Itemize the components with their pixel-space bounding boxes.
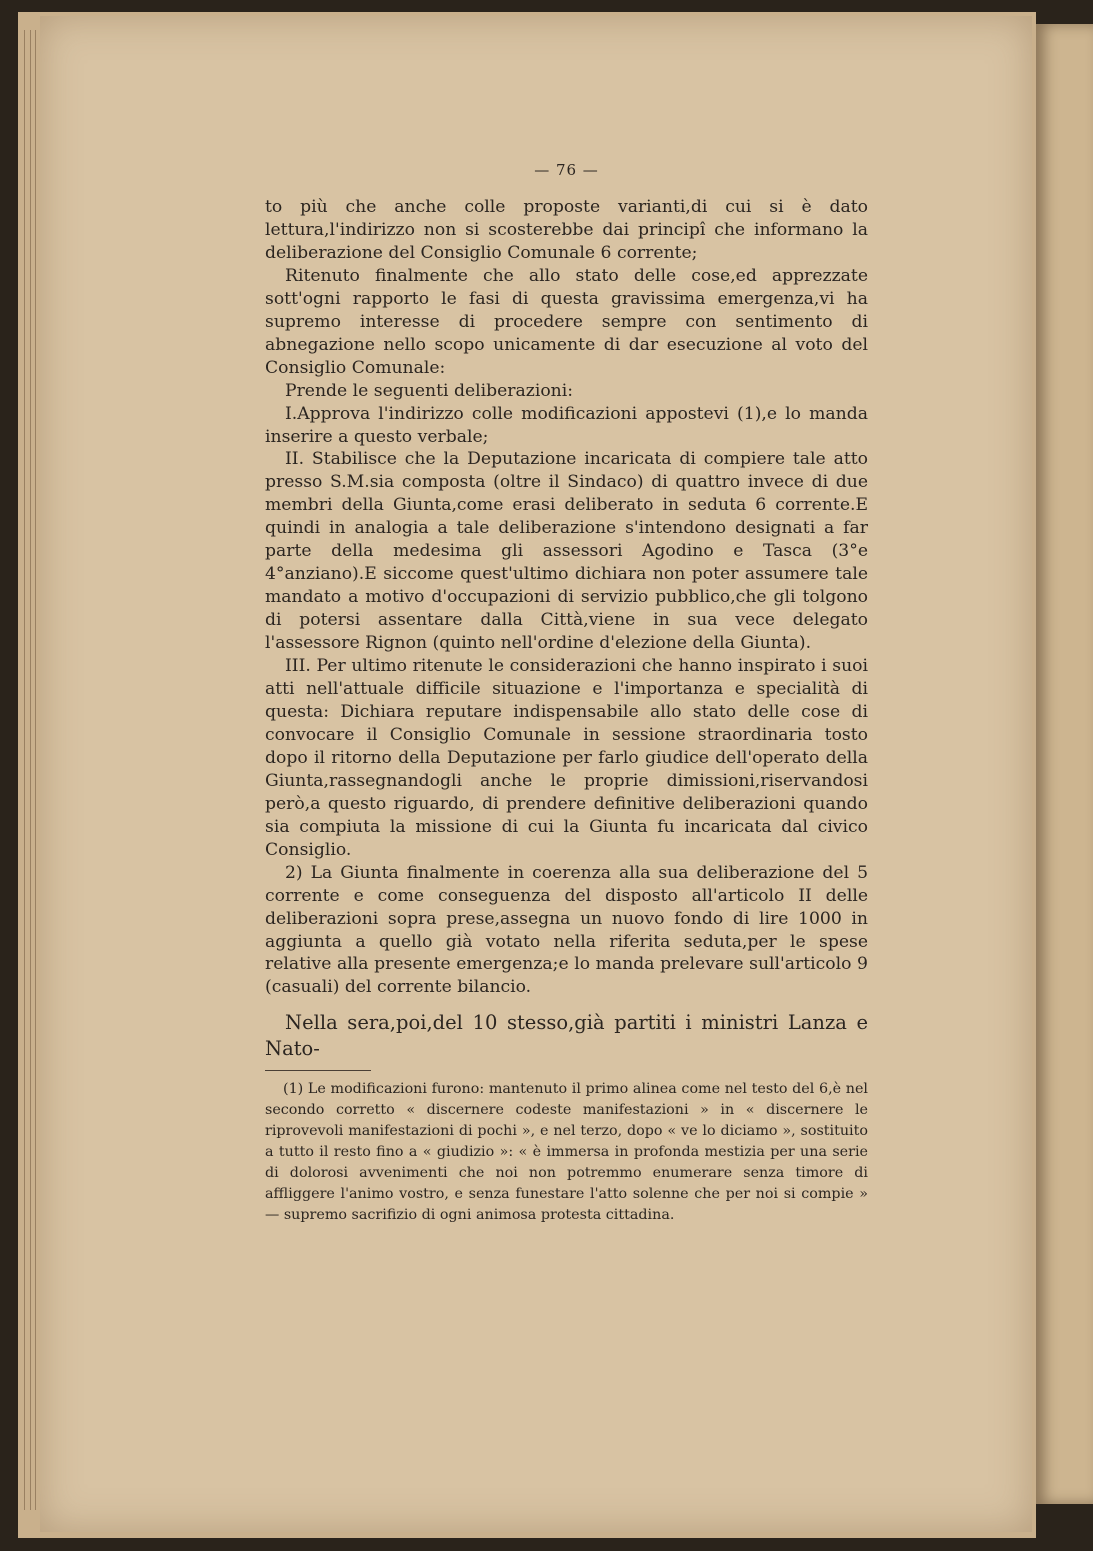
page-text-block [265, 160, 868, 1226]
facing-page-edge [1036, 24, 1093, 1504]
paragraph-deliberation-2: II. Stabilisce che la Deputazione incaricata di compiere tale atto presso S.M.sia composta (oltre il Sindaco) di quattro invece di due membri della Giunta,come erasi deliberato in seduta 6 corrente.E quindi in analogia a tale deliberazione s'intendono designati a far parte della medesima gli assessori Agodino e Tasca (3°e 4°anziano).E siccome quest'ultimo dichiara non poter assumere tale mandato a motivo d'occupazioni di servizio pubblico,che gli tolgono di potersi assentare dalla Città,viene in sua vece delegato l'assessore Rignon (quinto nell'ordine d'elezione della Giunta). [265, 449, 868, 654]
page-edge-line [35, 30, 36, 1510]
footnote: (1) Le modificazioni furono: mantenuto il primo alinea come nel testo del 6,è nel secondo corretto « discernere codeste manifestazioni » in « discernere le riprovevoli manifestazioni di pochi », e nel terzo, dopo « ve lo diciamo », sostituito a tutto il resto fino a « giudizio »: « è immersa in profonda mestizia per una serie di dolorosi avvenimenti che noi non potremmo enumerare senza timore di affliggere l'animo vostro, e senza funestare l'atto solenne che per noi si compie » — supremo sacrifizio di ogni animosa protesta cittadina. [265, 1081, 868, 1224]
paragraph-continuation: to più che anche colle proposte varianti,di cui si è dato lettura,l'indirizzo non si scosterebbe dai principî che informano la deliberazione del Consiglio Comunale 6 corrente; [265, 197, 868, 263]
paragraph-ritenuto: Ritenuto finalmente che allo stato delle cose,ed apprezzate sott'ogni rapporto le fasi di questa gravissima emergenza,vi ha supremo interesse di procedere sempre con sentimento di abnegazione nello scopo unicamente di dar esecuzione al voto del Consiglio Comunale: [265, 265, 868, 378]
paragraph-deliberation-3: III. Per ultimo ritenute le considerazioni che hanno inspirato i suoi atti nell'attuale difficile situazione e l'importanza e specialità di questa: Dichiara reputare indispensabile allo stato delle cose di convocare il Consiglio Comunale in sessione straordinaria tosto dopo il ritorno della Deputazione per farlo giudice dell'operato della Giunta,rassegnandogli anche le proprie dimissioni,riservandosi però,a questo riguardo, di prendere definitive deliberazioni quando sia compiuta la missione di cui la Giunta fu incaricata dal civico Consiglio. [265, 656, 868, 860]
closing-line: Nella sera,poi,del 10 stesso,già partiti i ministri Lanza e Nato- [265, 1011, 868, 1061]
page-number: — 76 — [534, 161, 599, 179]
paragraph-giunta-fund: 2) La Giunta finalmente in coerenza alla sua deliberazione del 5 corrente e come conseguenza del disposto all'articolo II delle deliberazioni sopra prese,assegna un nuovo fondo di lire 1000 in aggiunta a quello già votato nella riferita seduta,per le spese relative alla presente emergenza;e lo manda prelevare sull'articolo 9 (casuali) del corrente bilancio. [265, 862, 868, 998]
paragraph-prende: Prende le seguenti deliberazioni: [285, 380, 574, 401]
page-edge-line [30, 30, 31, 1510]
footnote-divider [265, 1070, 371, 1071]
page-edge-line [24, 30, 25, 1510]
paragraph-deliberation-1: I.Approva l'indirizzo colle modificazioni appostevi (1),e lo manda inserire a questo verbale; [265, 403, 868, 447]
